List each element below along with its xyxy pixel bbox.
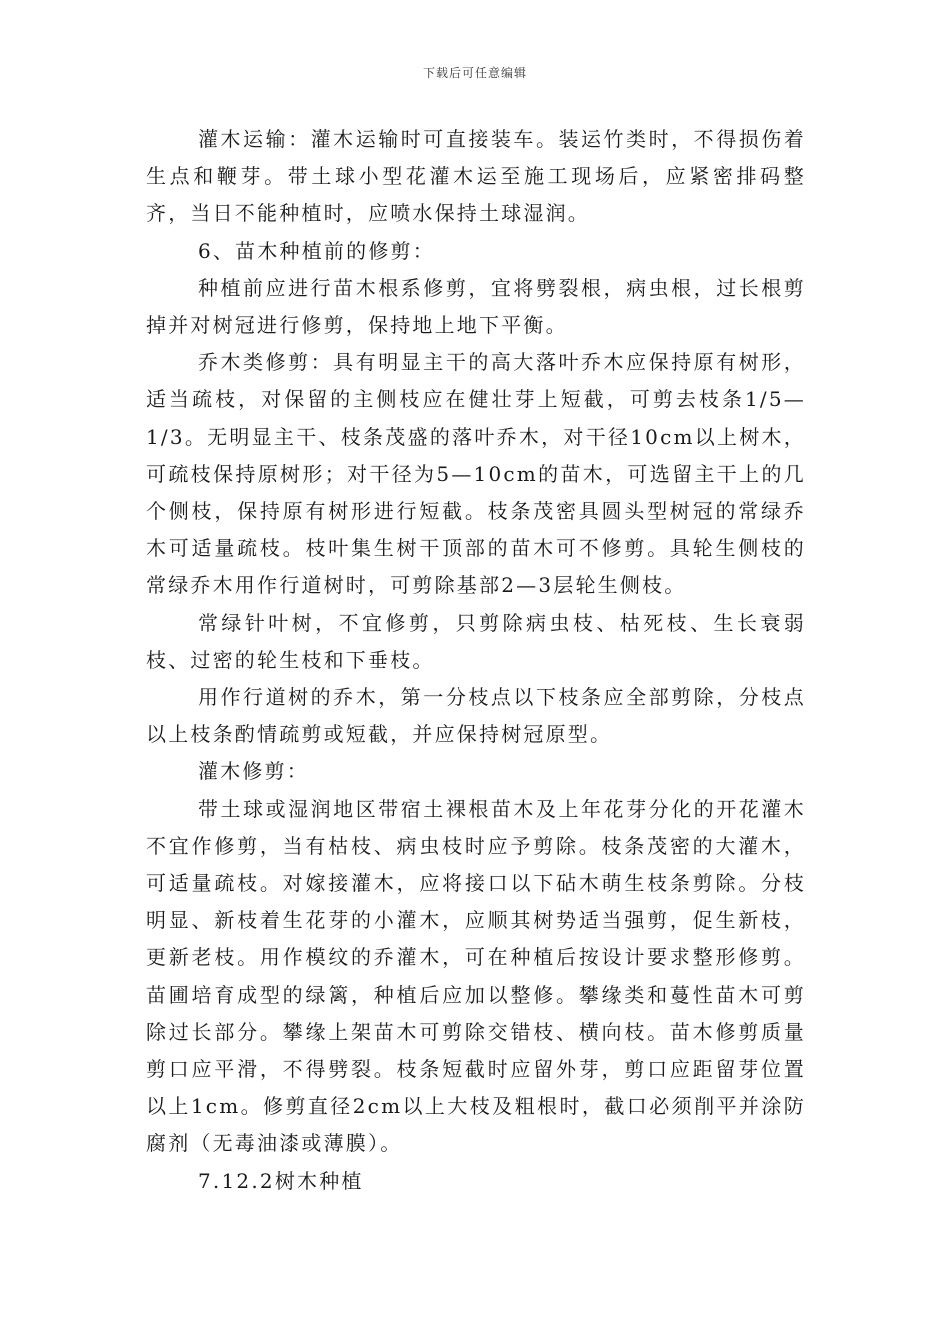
paragraph-shrub-transport: 灌木运输：灌木运输时可直接装车。装运竹类时，不得损伤着生点和鞭芽。带土球小型花灌木运至施工现场后，应紧密排码整齐，当日不能种植时，应喷水保持土球湿润。 [146, 127, 806, 226]
paragraph-street-tree-pruning: 用作行道树的乔木，第一分枝点以下枝条应全部剪除，分枝点以上枝条酌情疏剪或短截，并应保持树冠原型。 [146, 685, 806, 747]
paragraph-root-pruning: 种植前应进行苗木根系修剪，宜将劈裂根，病虫根，过长根剪掉并对树冠进行修剪，保持地上地下平衡。 [146, 275, 806, 338]
paragraph-tree-pruning: 乔木类修剪：具有明显主干的高大落叶乔木应保持原有树形，适当疏枝，对保留的主侧枝应在健壮芽上短截，可剪去枝条1/5—1/3。无明显主干、枝条茂盛的落叶乔木，对干径10cm以上树木，可疏枝保持原树形；对干径为5—10cm的苗木，可选留主干上的几个侧枝，保持原有树形进行短截。枝条茂密具圆头型树冠的常绿乔木可适量疏枝。枝叶集生树干顶部的苗木可不修剪。具轮生侧枝的常绿乔木用作行道树时，可剪除基部2—3层轮生侧枝。 [146, 350, 806, 598]
section-heading-tree-planting: 7.12.2树木种植 [198, 1168, 364, 1193]
page-header: 下载后可任意编辑 [422, 66, 527, 80]
document-body [146, 121, 806, 1200]
paragraph-shrub-pruning-details: 带土球或湿润地区带宿土裸根苗木及上年花芽分化的开花灌木不宜作修剪，当有枯枝、病虫枝时应予剪除。枝条茂密的大灌木，可适量疏枝。对嫁接灌木，应将接口以下砧木萌生枝条剪除。分枝明显、新枝着生花芽的小灌木，应顺其树势适当强剪，促生新枝，更新老枝。用作模纹的乔灌木，可在种植后按设计要求整形修剪。苗圃培育成型的绿篱，种植后应加以整修。攀缘类和蔓性苗木可剪除过长部分。攀缘上架苗木可剪除交错枝、横向枝。苗木修剪质量剪口应平滑，不得劈裂。枝条短截时应留外芽，剪口应距留芽位置以上1cm。修剪直径2cm以上大枝及粗根时，截口必须削平并涂防腐剂（无毒油漆或薄膜）。 [146, 796, 806, 1156]
paragraph-conifer-pruning: 常绿针叶树，不宜修剪，只剪除病虫枝、枯死枝、生长衰弱枝、过密的轮生枝和下垂枝。 [146, 610, 806, 672]
heading-shrub-pruning: 灌木修剪： [198, 759, 309, 784]
heading-pre-planting-pruning: 6、苗木种植前的修剪： [198, 238, 435, 263]
